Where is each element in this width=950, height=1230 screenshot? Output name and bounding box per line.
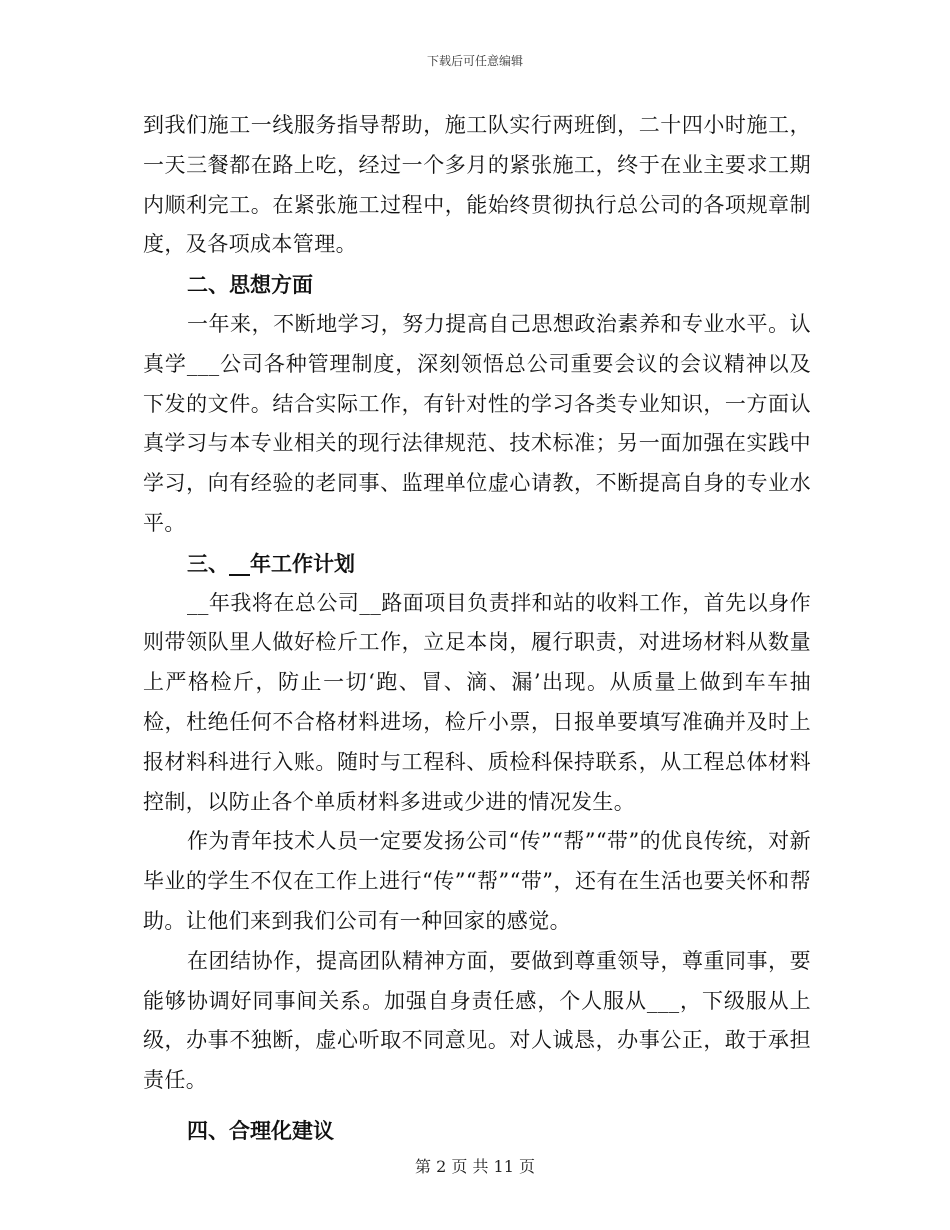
paragraph-thought: 一年来，不断地学习，努力提高自己思想政治素养和专业水平。认真学___公司各种管理制度，深刻领悟总公司重要会议的会议精神以及下发的文件。结合实际工作，有针对性的学习各类专业知识，一方面认真学习与本专业相关的现行法律规范、技术标准；另一面加强在实践中学习，向有经验的老同事、监理单位虚心请教，不断提高自身的专业水平。 <box>143 311 811 535</box>
page-header: 下载后可任意编辑 <box>426 54 523 68</box>
section-heading-suggestions: 四、合理化建议 <box>187 1117 334 1143</box>
page-number: 第 2 页 共 11 页 <box>415 1157 535 1176</box>
paragraph-continued: 到我们施工一线服务指导帮助，施工队实行两班倒，二十四小时施工，一天三餐都在路上吃，经过一个多月的紧张施工，终于在业主要求工期内顺利完工。在紧张施工过程中，能始终贯彻执行总公司的各项规章制度，及各项成本管理。 <box>143 113 811 257</box>
paragraph-mentoring: 作为青年技术人员一定要发扬公司“传”“帮”“带”的优良传统，对新毕业的学生不仅在工作上进行“传”“帮”“带”，还有在生活也要关怀和帮助。让他们来到我们公司有一种回家的感觉。 <box>143 829 811 933</box>
section-heading-thought: 二、思想方面 <box>187 272 313 298</box>
section-heading-work-plan: 三、__年工作计划 <box>187 550 355 576</box>
paragraph-work-plan: __年我将在总公司__路面项目负责拌和站的收料工作，首先以身作则带领队里人做好检斤工作，立足本岗，履行职责，对进场材料从数量上严格检斤，防止一切‘跑、冒、滴、漏’出现。从质量上做到车车抽检，杜绝任何不合格材料进场，检斤小票，日报单要填写准确并及时上报材料科进行入账。随时与工程科、质检科保持联系，从工程总体材料控制，以防止各个单质材料多进或少进的情况发生。 <box>143 590 811 814</box>
document-body <box>143 106 811 1151</box>
paragraph-teamwork: 在团结协作，提高团队精神方面，要做到尊重领导，尊重同事，要能够协调好同事间关系。加强自身责任感，个人服从___，下级服从上级，办事不独断，虚心听取不同意见。对人诚恳，办事公正，敢于承担责任。 <box>143 948 811 1093</box>
